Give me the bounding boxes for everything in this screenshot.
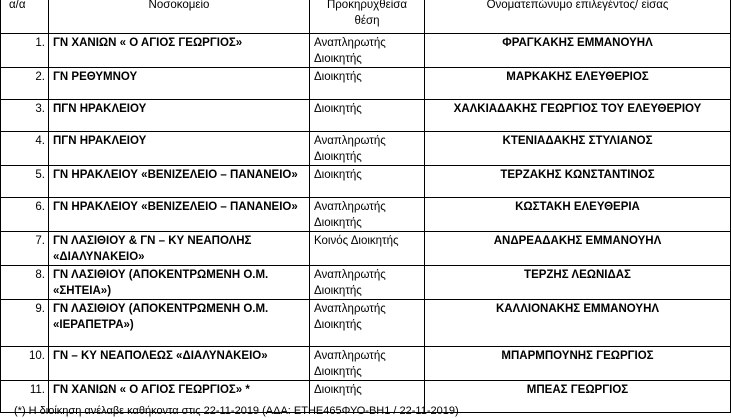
row-person-name: ΑΝΔΡΕΑΔΑΚΗΣ ΕΜΜΑΝΟΥΗΛ	[425, 232, 731, 266]
row-person-name: ΦΡΑΓΚΑΚΗΣ ΕΜΜΑΝΟΥΗΛ	[425, 34, 731, 68]
row-position: Διοικητής	[310, 166, 425, 198]
row-position: Διοικητής	[310, 100, 425, 132]
row-hospital: ΓΝ ΡΕΘΥΜΝΟΥ	[49, 68, 310, 100]
footnote: (*) Η διοίκηση ανέλαβε καθήκοντα στις 22-11-2019 (ΑΔΑ: ΕΤΗΕ465ΦΥΟ-ΒΗ1 / 22-11-2019)	[14, 405, 459, 417]
row-person-name: ΚΑΛΛΙΟΝΑΚΗΣ ΕΜΜΑΝΟΥΗΛ	[425, 300, 731, 347]
row-number: 7.	[1, 232, 49, 266]
row-hospital: ΠΓΝ ΗΡΑΚΛΕΙΟΥ	[49, 100, 310, 132]
row-number: 3.	[1, 100, 49, 132]
row-hospital: ΓΝ ΛΑΣΙΘΙΟΥ & ΓΝ – ΚΥ ΝΕΑΠΟΛΗΣ «ΔΙΑΛΥΝΑΚΕΙΟ»	[49, 232, 310, 266]
table-row	[1, 347, 731, 381]
header-hospital: Νοσοκομείο	[49, 0, 310, 34]
row-position: Αναπληρωτής Διοικητής	[310, 266, 425, 300]
table-row	[1, 34, 731, 68]
row-person-name: ΜΠΑΡΜΠΟΥΝΗΣ ΓΕΩΡΓΙΟΣ	[425, 347, 731, 381]
header-number: α/α	[1, 0, 49, 34]
row-position: Κοινός Διοικητής	[310, 232, 425, 266]
row-number: 1.	[1, 34, 49, 68]
row-hospital: ΓΝ – ΚΥ ΝΕΑΠΟΛΕΩΣ «ΔΙΑΛΥΝΑΚΕΙΟ»	[49, 347, 310, 381]
row-person-name: ΤΕΡΖΗΣ ΛΕΩΝΙΔΑΣ	[425, 266, 731, 300]
table-row	[1, 132, 731, 166]
row-person-name: ΜΑΡΚΑΚΗΣ ΕΛΕΥΘΕΡΙΟΣ	[425, 68, 731, 100]
row-position: Αναπληρωτής Διοικητής	[310, 347, 425, 381]
row-hospital: ΓΝ ΗΡΑΚΛΕΙΟΥ «ΒΕΝΙΖΕΛΕΙΟ – ΠΑΝΑΝΕΙΟ»	[49, 198, 310, 232]
row-hospital: ΠΓΝ ΗΡΑΚΛΕΙΟΥ	[49, 132, 310, 166]
row-person-name: ΧΑΛΚΙΑΔΑΚΗΣ ΓΕΩΡΓΙΟΣ ΤΟΥ ΕΛΕΥΘΕΡΙΟΥ	[425, 100, 731, 132]
header-position: Προκηρυχθείσα θέση	[310, 0, 425, 34]
table-row	[1, 166, 731, 198]
header-name: Ονοματεπώνυμο επιλεγέντος/ είσας	[425, 0, 731, 34]
row-person-name: ΚΩΣΤΑΚΗ ΕΛΕΥΘΕΡΙΑ	[425, 198, 731, 232]
row-hospital: ΓΝ ΗΡΑΚΛΕΙΟΥ «ΒΕΝΙΖΕΛΕΙΟ – ΠΑΝΑΝΕΙΟ»	[49, 166, 310, 198]
row-person-name: ΚΤΕΝΙΑΔΑΚΗΣ ΣΤΥΛΙΑΝΟΣ	[425, 132, 731, 166]
row-number: 2.	[1, 68, 49, 100]
row-person-name: ΜΠΕΑΣ ΓΕΩΡΓΙΟΣ	[425, 381, 731, 413]
row-hospital: ΓΝ ΛΑΣΙΘΙΟΥ (ΑΠΟΚΕΝΤΡΩΜΕΝΗ Ο.Μ. «ΙΕΡΑΠΕΤΡΑ»)	[49, 300, 310, 347]
row-position: Αναπληρωτής Διοικητής	[310, 300, 425, 347]
row-position: Διοικητής	[310, 68, 425, 100]
row-number: 9.	[1, 300, 49, 347]
row-position: Αναπληρωτής Διοικητής	[310, 132, 425, 166]
row-hospital: ΓΝ ΧΑΝΙΩΝ « Ο ΑΓΙΟΣ ΓΕΩΡΓΙΟΣ» *	[49, 381, 310, 413]
table-row	[1, 198, 731, 232]
row-number: 4.	[1, 132, 49, 166]
row-position: Διοικητής	[310, 381, 425, 413]
row-position: Αναπληρωτής Διοικητής	[310, 34, 425, 68]
row-hospital: ΓΝ ΛΑΣΙΘΙΟΥ (ΑΠΟΚΕΝΤΡΩΜΕΝΗ Ο.Μ. «ΣΗΤΕΙΑ»)	[49, 266, 310, 300]
table-row	[1, 266, 731, 300]
table-row	[1, 232, 731, 266]
table-row	[1, 100, 731, 132]
table-row	[1, 68, 731, 100]
row-number: 11.	[1, 381, 49, 413]
table-header-row	[1, 0, 731, 34]
row-number: 5.	[1, 166, 49, 198]
row-number: 10.	[1, 347, 49, 381]
row-person-name: ΤΕΡΖΑΚΗΣ ΚΩΝΣΤΑΝΤΙΝΟΣ	[425, 166, 731, 198]
table-row	[1, 300, 731, 347]
row-number: 6.	[1, 198, 49, 232]
row-hospital: ΓΝ ΧΑΝΙΩΝ « Ο ΑΓΙΟΣ ΓΕΩΡΓΙΟΣ»	[49, 34, 310, 68]
row-position: Αναπληρωτής Διοικητής	[310, 198, 425, 232]
row-number: 8.	[1, 266, 49, 300]
